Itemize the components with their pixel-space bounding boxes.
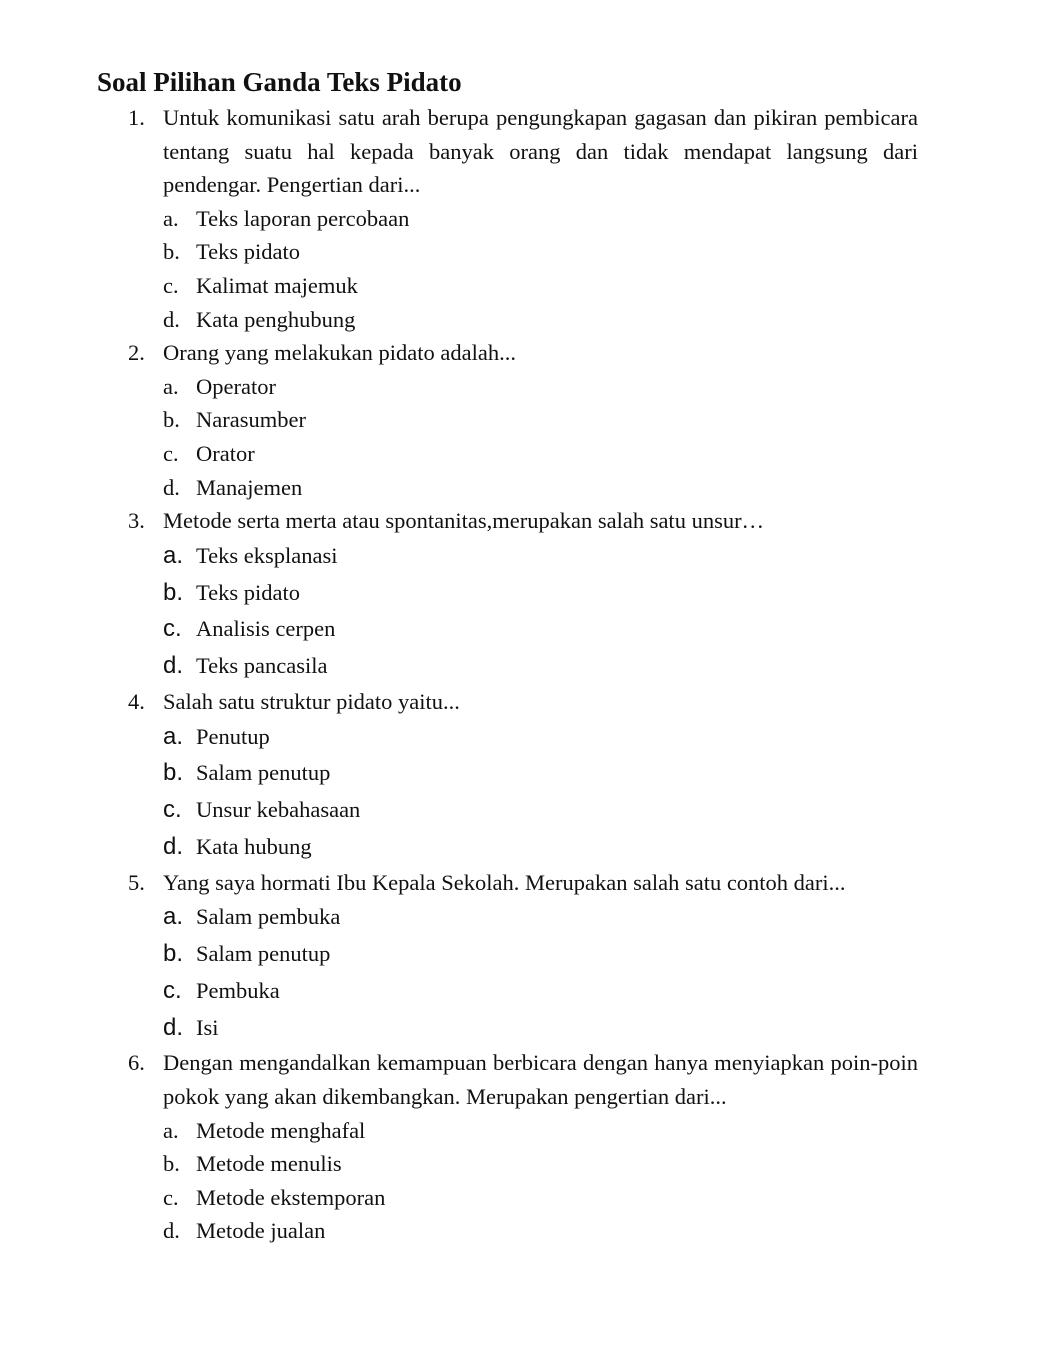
option-text: Metode menghafal [196, 1117, 366, 1143]
option-text: Teks pidato [196, 579, 301, 605]
option-c [163, 611, 918, 648]
question-number: 1. [128, 105, 145, 130]
question-1 [128, 101, 918, 336]
option-letter: d. [163, 652, 184, 680]
option-a [163, 202, 918, 236]
option-text: Teks pidato [196, 239, 301, 265]
option-letter: a. [163, 373, 179, 399]
question-number: 2. [128, 340, 145, 366]
question-4 [128, 685, 918, 866]
question-3 [128, 504, 918, 685]
option-letter: a. [163, 903, 184, 931]
option-text: Analisis cerpen [196, 616, 336, 642]
option-text: Manajemen [196, 474, 303, 500]
option-list [163, 202, 918, 336]
option-letter: b. [163, 407, 180, 433]
option-text: Pembuka [196, 977, 280, 1003]
option-b [163, 235, 918, 269]
option-letter: d. [163, 832, 184, 860]
question-text: Orang yang melakukan pidato adalah... [163, 340, 517, 366]
option-text: Metode jualan [196, 1218, 326, 1244]
option-text: Operator [196, 373, 276, 399]
option-letter: b. [163, 1151, 180, 1177]
option-list [163, 899, 918, 1046]
option-d [163, 648, 918, 685]
question-6 [128, 1046, 918, 1248]
option-text: Salam pembuka [196, 904, 341, 930]
option-text: Salam penutup [196, 941, 331, 967]
option-c [163, 1181, 918, 1215]
option-c [163, 437, 918, 471]
question-number: 3. [128, 508, 145, 534]
question-list [128, 101, 918, 1248]
option-letter: a. [163, 1117, 179, 1143]
option-a [163, 1114, 918, 1148]
option-text: Kata hubung [196, 833, 312, 859]
option-b [163, 755, 918, 792]
option-b [163, 403, 918, 437]
option-letter: b. [163, 239, 180, 265]
option-letter: c. [163, 272, 179, 298]
option-letter: c. [163, 615, 182, 643]
option-list [163, 1114, 918, 1248]
option-list [163, 538, 918, 685]
option-text: Narasumber [196, 407, 306, 433]
option-b [163, 1147, 918, 1181]
option-text: Salam penutup [196, 760, 331, 786]
option-d [163, 1214, 918, 1248]
option-d [163, 303, 918, 337]
option-text: Kata penghubung [196, 306, 356, 332]
option-letter: d. [163, 1013, 184, 1041]
option-letter: c. [163, 440, 179, 466]
option-d [163, 1010, 918, 1047]
option-d [163, 829, 918, 866]
option-list [163, 370, 918, 504]
option-text: Kalimat majemuk [196, 272, 358, 298]
option-text: Penutup [196, 723, 270, 749]
option-text: Unsur kebahasaan [196, 797, 361, 823]
option-d [163, 471, 918, 505]
option-letter: b. [163, 759, 184, 787]
question-2 [128, 336, 918, 504]
option-c [163, 792, 918, 829]
option-letter: d. [163, 474, 180, 500]
option-a [163, 370, 918, 404]
option-letter: d. [163, 306, 180, 332]
option-a [163, 719, 918, 756]
option-c [163, 973, 918, 1010]
option-letter: a. [163, 722, 184, 750]
question-text: Untuk komunikasi satu arah berupa pengungkapan gagasan dan pikiran pembicara tentang suatu hal kepada banyak orang dan tidak mendapat langsung dari pendengar. Pengertian dari... [163, 105, 918, 198]
question-text: Salah satu struktur pidato yaitu... [163, 688, 460, 714]
question-text: Dengan mengandalkan kemampuan berbicara dengan hanya menyiapkan poin-poin pokok yang akan dikembangkan. Merupakan pengertian dari... [163, 1050, 918, 1110]
option-text: Metode ekstemporan [196, 1184, 386, 1210]
option-letter: d. [163, 1218, 180, 1244]
option-c [163, 269, 918, 303]
option-letter: b. [163, 940, 184, 968]
question-5 [128, 866, 918, 1047]
option-text: Metode menulis [196, 1151, 342, 1177]
option-text: Teks eksplanasi [196, 542, 338, 568]
option-letter: a. [163, 541, 184, 569]
option-text: Teks laporan percobaan [196, 205, 410, 231]
question-number: 5. [128, 869, 145, 895]
option-a [163, 899, 918, 936]
option-letter: c. [163, 976, 182, 1004]
option-letter: a. [163, 205, 179, 231]
option-b [163, 936, 918, 973]
question-text: Yang saya hormati Ibu Kepala Sekolah. Merupakan salah satu contoh dari... [163, 869, 846, 895]
option-text: Orator [196, 440, 255, 466]
question-number: 6. [128, 1050, 145, 1076]
document-title: Soal Pilihan Ganda Teks Pidato [97, 67, 462, 97]
option-text: Teks pancasila [196, 653, 328, 679]
option-list [163, 719, 918, 866]
option-text: Isi [196, 1014, 219, 1040]
question-number: 4. [128, 688, 145, 714]
question-text: Metode serta merta atau spontanitas,merupakan salah satu unsur… [163, 508, 765, 534]
option-a [163, 538, 918, 575]
option-b [163, 575, 918, 612]
option-letter: b. [163, 578, 184, 606]
option-letter: c. [163, 1184, 179, 1210]
option-letter: c. [163, 796, 182, 824]
